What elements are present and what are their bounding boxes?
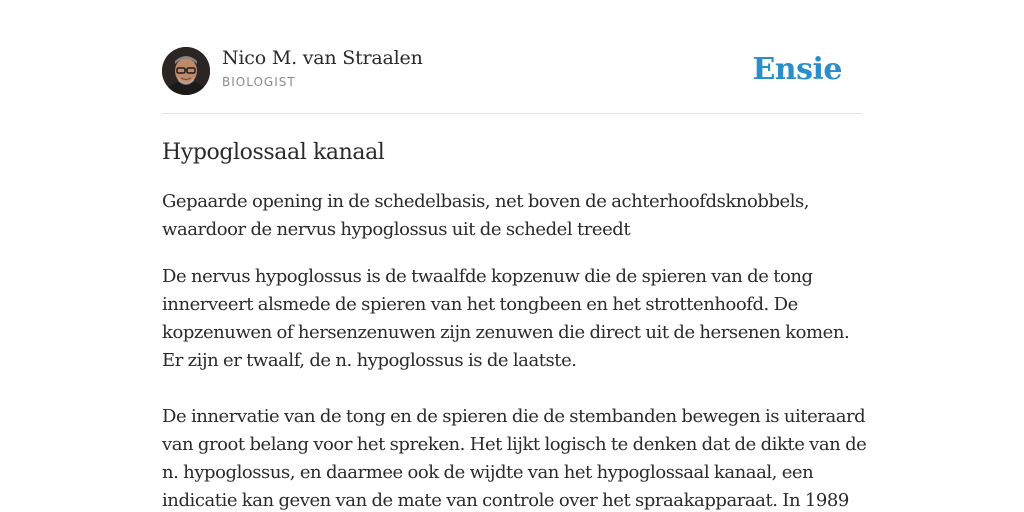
author-role: BIOLOGIST [222, 75, 296, 89]
header-divider [162, 113, 862, 114]
summary-line: Gepaarde opening in de schedelbasis, net boven de achterhoofdsknobbels, [162, 191, 810, 212]
avatar-portrait-icon [162, 47, 210, 95]
article-summary [162, 188, 882, 244]
paragraph-line: innerveert alsmede de spieren van het tongbeen en het strottenhoofd. De [162, 294, 798, 315]
article-paragraph-2 [162, 403, 882, 512]
paragraph-line: n. hypoglossus, en daarmee ook de wijdte van het hypoglossaal kanaal, een [162, 462, 814, 483]
article-paragraph-1 [162, 263, 882, 375]
paragraph-line: van groot belang voor het spreken. Het lijkt logisch te denken dat de dikte van de [162, 434, 867, 455]
author-info [222, 46, 423, 90]
article-title: Hypoglossaal kanaal [162, 140, 385, 165]
author-header [162, 46, 862, 96]
author-name[interactable]: Nico M. van Straalen [222, 47, 423, 69]
paragraph-line: Er zijn er twaalf, de n. hypoglossus is de laatste. [162, 350, 577, 371]
summary-line: waardoor de nervus hypoglossus uit de schedel treedt [162, 219, 631, 240]
paragraph-line: kopzenuwen of hersenzenuwen zijn zenuwen die direct uit de hersenen komen. [162, 322, 850, 343]
paragraph-line: De innervatie van de tong en de spieren die de stembanden bewegen is uiteraard [162, 406, 866, 427]
paragraph-line: indicatie kan geven van de mate van controle over het spraakapparaat. In 1989 [162, 490, 849, 511]
ensie-logo[interactable]: Ensie [752, 52, 842, 87]
paragraph-line: De nervus hypoglossus is de twaalfde kopzenuw die de spieren van de tong [162, 266, 813, 287]
author-avatar[interactable] [162, 47, 210, 95]
article-content [162, 136, 882, 512]
